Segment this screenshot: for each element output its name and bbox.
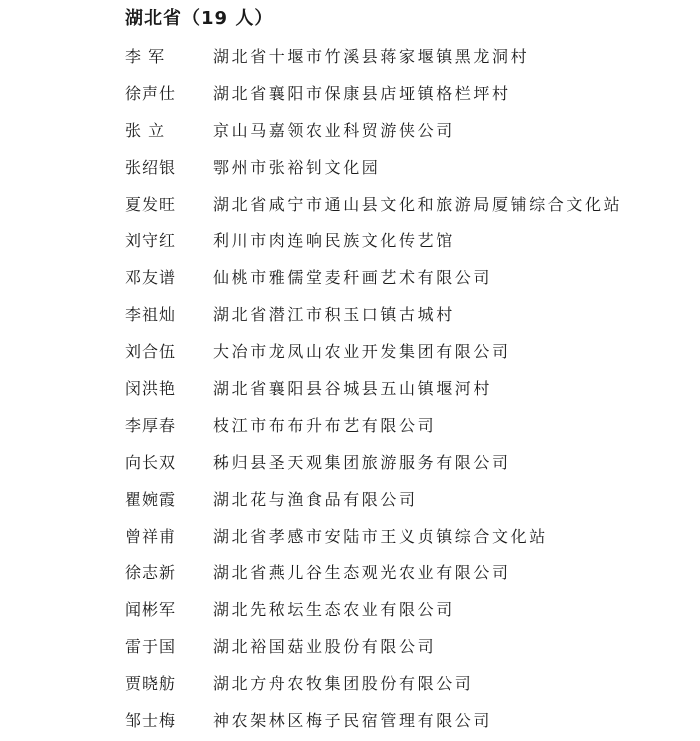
person-name: 刘守红: [125, 231, 177, 251]
list-item: [0, 77, 700, 114]
organization: 湖北花与渔食品有限公司: [213, 489, 418, 509]
list-item: [0, 667, 700, 704]
organization: 秭归县圣天观集团旅游服务有限公司: [213, 452, 511, 472]
organization: 京山马嘉领农业科贸游侠公司: [213, 120, 455, 140]
organization: 湖北省咸宁市通山县文化和旅游局厦铺综合文化站: [213, 194, 623, 214]
person-name: 瞿婉霞: [125, 489, 177, 509]
person-name: 李 军: [125, 47, 166, 66]
person-name: 邓友谱: [125, 268, 177, 288]
organization: 湖北裕国菇业股份有限公司: [213, 637, 437, 657]
organization: 大冶市龙凤山农业开发集团有限公司: [213, 342, 511, 362]
person-name: 雷于国: [125, 637, 177, 657]
honoree-list: [0, 40, 700, 741]
person-name: 闻彬军: [125, 600, 177, 620]
person-name: 曾祥甫: [125, 526, 177, 546]
person-name: 贾晓舫: [125, 674, 177, 694]
list-item: [0, 372, 700, 409]
organization: 湖北省燕儿谷生态观光农业有限公司: [213, 563, 511, 583]
organization: 湖北方舟农牧集团股份有限公司: [213, 674, 474, 694]
list-item: [0, 151, 700, 188]
organization: 湖北省襄阳市保康县店垭镇格栏坪村: [213, 83, 511, 103]
section-heading: 湖北省（19 人）: [125, 8, 274, 29]
list-item: [0, 593, 700, 630]
list-item: [0, 298, 700, 335]
organization: 湖北省十堰市竹溪县蒋家堰镇黑龙洞村: [213, 47, 530, 66]
list-item: [0, 630, 700, 667]
list-item: [0, 114, 700, 151]
list-item: [0, 446, 700, 483]
organization: 鄂州市张裕钊文化园: [213, 157, 381, 177]
list-item: [0, 335, 700, 372]
person-name: 张绍银: [125, 157, 177, 177]
list-item: [0, 224, 700, 261]
list-item: [0, 483, 700, 520]
list-item: [0, 520, 700, 557]
organization: 仙桃市雅儒堂麦秆画艺术有限公司: [213, 268, 493, 288]
list-item: [0, 261, 700, 298]
organization: 湖北先秾坛生态农业有限公司: [213, 600, 455, 620]
person-name: 李祖灿: [125, 305, 177, 325]
person-name: 徐声仕: [125, 83, 177, 103]
list-item: [0, 556, 700, 593]
person-name: 李厚春: [125, 415, 177, 435]
person-name: 徐志新: [125, 563, 177, 583]
organization: 湖北省潜江市积玉口镇古城村: [213, 305, 455, 325]
person-name: 闵洪艳: [125, 379, 177, 399]
organization: 枝江市布布升布艺有限公司: [213, 415, 437, 435]
list-item: [0, 409, 700, 446]
list-item: [0, 40, 700, 77]
list-item: [0, 704, 700, 741]
list-item: [0, 188, 700, 225]
organization: 利川市肉连响民族文化传艺馆: [213, 231, 455, 251]
person-name: 向长双: [125, 452, 177, 472]
organization: 神农架林区梅子民宿管理有限公司: [213, 711, 493, 731]
person-name: 夏发旺: [125, 194, 177, 214]
person-name: 张 立: [125, 120, 166, 140]
person-name: 刘合伍: [125, 342, 177, 362]
organization: 湖北省襄阳县谷城县五山镇堰河村: [213, 379, 493, 399]
person-name: 邹士梅: [125, 711, 177, 731]
organization: 湖北省孝感市安陆市王义贞镇综合文化站: [213, 526, 548, 546]
